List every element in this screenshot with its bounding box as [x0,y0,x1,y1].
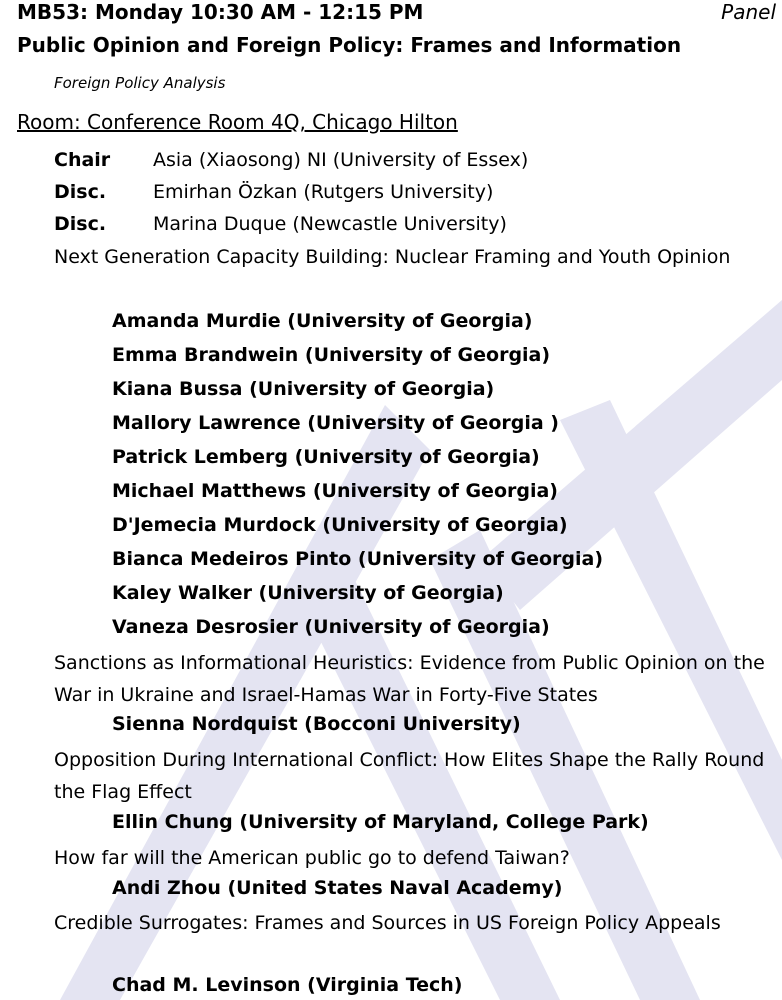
role-person: Asia (Xiaosong) NI (University of Essex) [153,149,529,171]
session-type: Panel [721,0,776,24]
paper-author: Amanda Murdie (University of Georgia) [112,310,533,332]
role-label: Chair [54,149,111,171]
paper-title: How far will the American public go to defend Taiwan? [54,847,570,869]
paper-title: Credible Surrogates: Frames and Sources in US Foreign Policy Appeals [54,912,721,934]
role-person: Marina Duque (Newcastle University) [153,213,507,235]
paper-title: Sanctions as Informational Heuristics: Evidence from Public Opinion on the War in Ukraine and Israel-Hamas War in Forty-Five States [54,652,765,706]
paper-author: Vaneza Desrosier (University of Georgia) [112,616,550,638]
session-title: Public Opinion and Foreign Policy: Frames and Information [17,33,682,57]
role-label: Disc. [54,213,107,235]
discussant-row [54,212,507,236]
role-person: Emirhan Özkan (Rutgers University) [153,181,494,203]
paper-author: D'Jemecia Murdock (University of Georgia) [112,514,568,536]
paper-author: Sienna Nordquist (Bocconi University) [112,713,521,735]
paper-author: Kiana Bussa (University of Georgia) [112,378,495,400]
paper-title: Opposition During International Conflict: How Elites Shape the Rally Round the Flag Effect [54,749,765,803]
paper-title: Next Generation Capacity Building: Nuclear Framing and Youth Opinion [54,246,731,268]
discussant-row [54,180,493,204]
paper-author: Kaley Walker (University of Georgia) [112,582,504,604]
room-location: Room: Conference Room 4Q, Chicago Hilton [17,110,458,134]
paper-author: Mallory Lawrence (University of Georgia ) [112,412,559,434]
paper-author: Ellin Chung (University of Maryland, College Park) [112,811,649,833]
role-label: Disc. [54,181,107,203]
paper-author: Andi Zhou (United States Naval Academy) [112,877,563,899]
paper-author: Bianca Medeiros Pinto (University of Georgia) [112,548,604,570]
section-name: Foreign Policy Analysis [54,74,226,92]
paper-author: Michael Matthews (University of Georgia) [112,480,558,502]
paper-author: Chad M. Levinson (Virginia Tech) [112,974,463,996]
chair-row [54,148,528,172]
session-id-time: MB53: Monday 10:30 AM - 12:15 PM [17,0,424,24]
paper-author: Patrick Lemberg (University of Georgia) [112,446,540,468]
paper-author: Emma Brandwein (University of Georgia) [112,344,551,366]
